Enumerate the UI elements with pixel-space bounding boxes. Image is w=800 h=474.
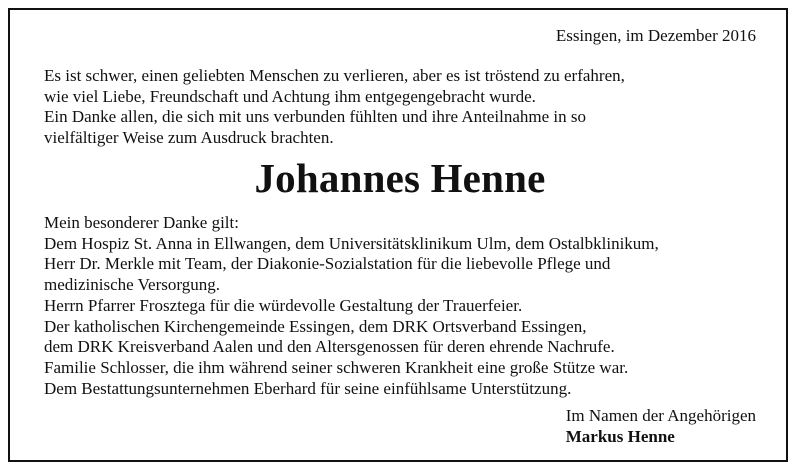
thanks-line: medizinische Versorgung. [44,275,220,295]
intro-line: Ein Danke allen, die sich mit uns verbunden fühlten und ihre Anteilnahme in so [44,107,586,126]
dateline: Essingen, im Dezember 2016 [555,26,756,45]
thanks-paragraph [44,213,764,399]
signature-block [566,406,756,447]
thanks-line: Dem Bestattungsunternehmen Eberhard für seine einfühlsame Unterstützung. [44,378,572,398]
thanks-line: Familie Schlosser, die ihm während seiner schweren Krankheit eine große Stütze war. [44,357,629,377]
on-behalf-text: Im Namen der Angehörigen [565,406,756,425]
intro-paragraph [44,66,744,148]
thanks-line: Herr Dr. Merkle mit Team, der Diakonie-Sozialstation für die liebevolle Pflege und [44,254,611,274]
intro-line: vielfältiger Weise zum Ausdruck brachten. [44,127,334,147]
thanks-line: Dem Hospiz St. Anna in Ellwangen, dem Universitätsklinikum Ulm, dem Ostalbklinikum, [44,233,659,253]
thanks-line: dem DRK Kreisverband Aalen und den Altersgenossen für deren ehrende Nachrufe. [44,337,615,357]
intro-line: Es ist schwer, einen geliebten Menschen zu verlieren, aber es ist tröstend zu erfahren, [44,66,625,85]
thanks-line: Herrn Pfarrer Frosztega für die würdevolle Gestaltung der Trauerfeier. [44,295,523,315]
intro-line: wie viel Liebe, Freundschaft und Achtung ihm entgegengebracht wurde. [44,86,536,106]
signer-name: Markus Henne [565,426,675,446]
deceased-name: Johannes Henne [254,155,546,201]
thanks-line: Der katholischen Kirchengemeinde Essingen, dem DRK Ortsverband Essingen, [44,316,587,336]
thanks-line: Mein besonderer Danke gilt: [44,213,239,232]
